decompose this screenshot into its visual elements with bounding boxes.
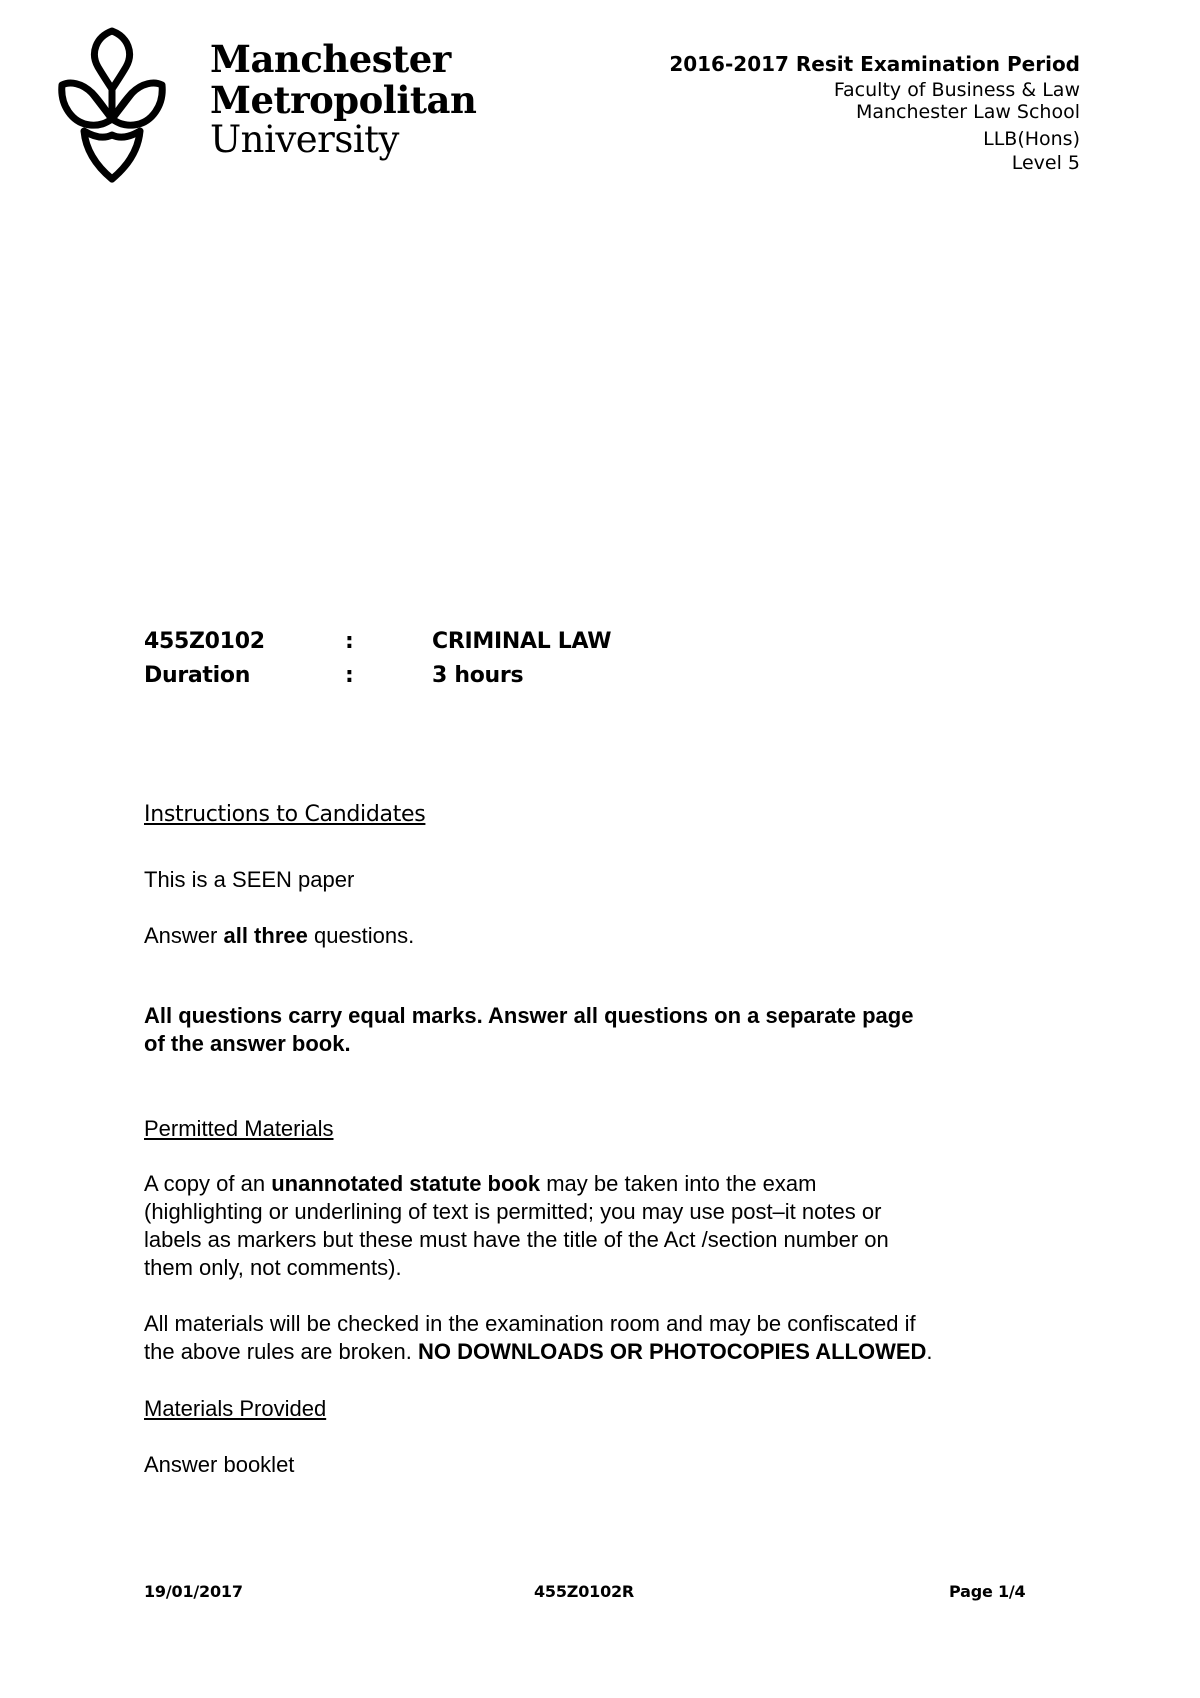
statute-prefix: A copy of an bbox=[144, 1171, 272, 1196]
statute-line2: (highlighting or underlining of text is permitted; you may use post–it notes or bbox=[144, 1199, 882, 1224]
degree-name: LLB(Hons) bbox=[983, 128, 1080, 150]
equal-marks-line1: All questions carry equal marks. Answer all questions on a separate page bbox=[144, 1003, 914, 1028]
answer-count: all three bbox=[223, 923, 308, 948]
module-title: CRIMINAL LAW bbox=[432, 629, 612, 654]
checked-line1: All materials will be checked in the examination room and may be confiscated if bbox=[144, 1311, 916, 1336]
faculty-name: Faculty of Business & Law bbox=[833, 79, 1080, 101]
statute-line1 bbox=[144, 1170, 816, 1198]
duration-value: 3 hours bbox=[432, 663, 524, 688]
statute-line4: them only, not comments). bbox=[144, 1255, 402, 1280]
module-code: 455Z0102 bbox=[144, 629, 265, 654]
checked-suffix: . bbox=[926, 1339, 933, 1364]
level-label: Level 5 bbox=[1011, 152, 1080, 174]
permitted-materials-heading: Permitted Materials bbox=[144, 1116, 334, 1141]
answer-instruction bbox=[144, 922, 414, 950]
university-name-line2: Metropolitan bbox=[210, 78, 477, 122]
school-name: Manchester Law School bbox=[855, 101, 1080, 123]
answer-prefix: Answer bbox=[144, 923, 224, 948]
materials-provided-heading: Materials Provided bbox=[144, 1396, 327, 1421]
statute-book-emphasis: unannotated statute book bbox=[271, 1171, 541, 1196]
footer-paper-code: 455Z0102R bbox=[534, 1582, 635, 1601]
no-downloads-warning: NO DOWNLOADS OR PHOTOCOPIES ALLOWED bbox=[417, 1339, 927, 1364]
answer-suffix: questions. bbox=[307, 923, 415, 948]
duration-label: Duration bbox=[144, 663, 251, 688]
module-separator: : bbox=[345, 629, 354, 654]
equal-marks-line2: of the answer book. bbox=[144, 1031, 351, 1056]
statute-line3: labels as markers but these must have the title of the Act /section number on bbox=[144, 1227, 889, 1252]
footer-date: 19/01/2017 bbox=[144, 1582, 243, 1601]
checked-prefix: the above rules are broken. bbox=[144, 1339, 418, 1364]
university-name-line3: University bbox=[210, 118, 399, 161]
exam-period: 2016-2017 Resit Examination Period bbox=[669, 52, 1080, 76]
university-name-line1: Manchester bbox=[210, 37, 451, 81]
seen-paper-note: This is a SEEN paper bbox=[144, 867, 355, 892]
materials-provided-item: Answer booklet bbox=[144, 1452, 295, 1477]
instructions-heading: Instructions to Candidates bbox=[144, 802, 426, 827]
footer-page-number: Page 1/4 bbox=[949, 1582, 1026, 1601]
duration-separator: : bbox=[345, 663, 354, 688]
statute-suffix: may be taken into the exam bbox=[540, 1171, 817, 1196]
checked-line2 bbox=[144, 1338, 933, 1366]
mmu-trefoil-logo-icon bbox=[56, 27, 168, 183]
